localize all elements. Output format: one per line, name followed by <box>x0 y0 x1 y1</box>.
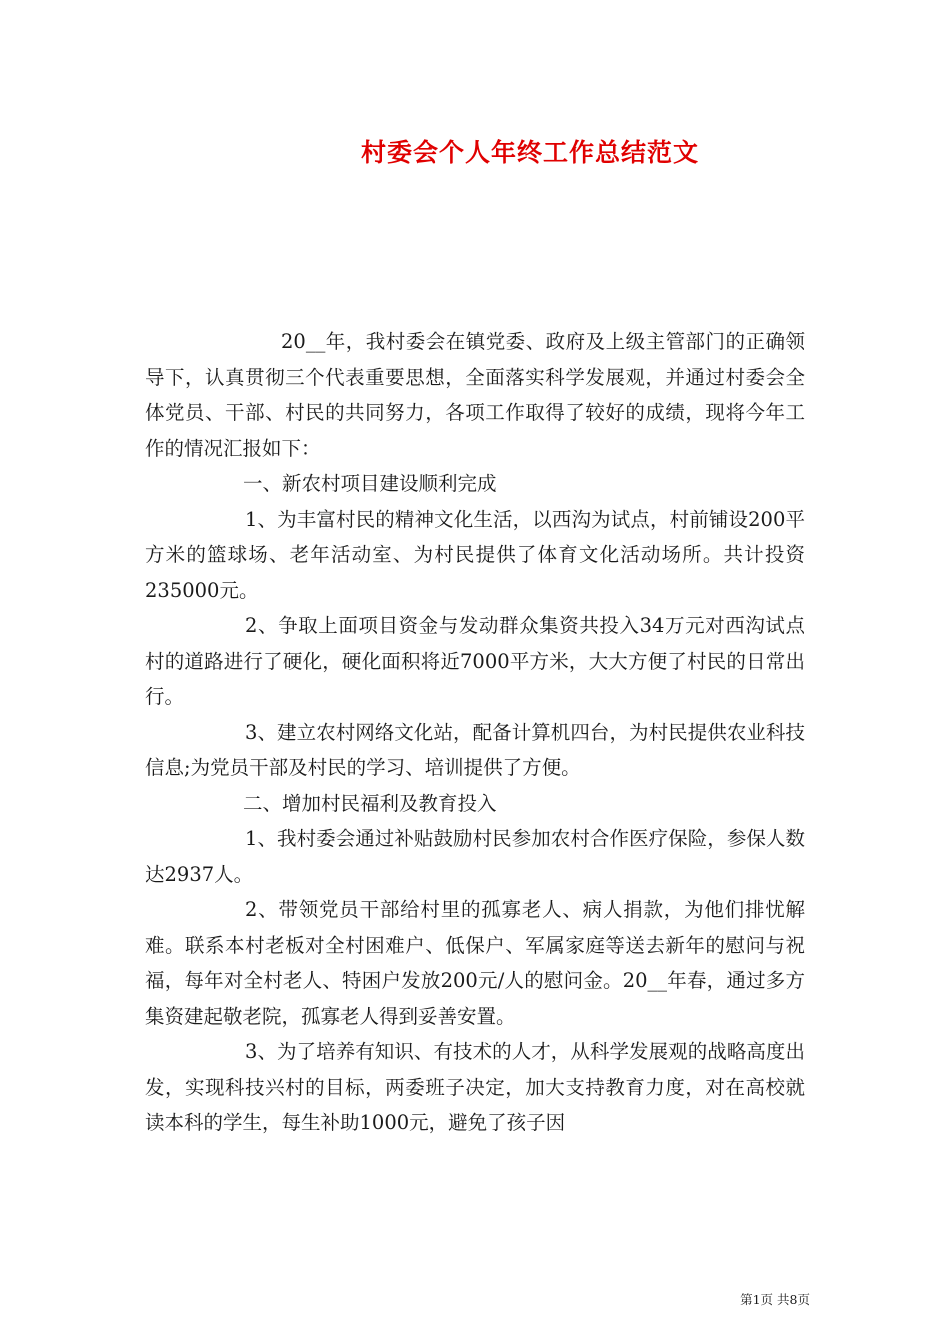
section-heading-2: 二、增加村民福利及教育投入 <box>243 791 497 815</box>
list-item: 2、带领党员干部给村里的孤寡老人、病人捐款，为他们排忧解难。联系本村老板对全村困难户、低保户、军属家庭等送去新年的慰问与祝福，每年对全村老人、特困户发放200元/人的慰问金。20__年春，通过多方集资建起敬老院，孤寡老人得到妥善安置。 <box>145 898 805 1028</box>
document-title: 村委会个人年终工作总结范文 <box>360 138 699 167</box>
section-heading-1: 一、新农村项目建设顺利完成 <box>243 472 497 495</box>
page-number-footer: 第1页 共8页 <box>740 1292 810 1307</box>
document-body <box>145 324 805 1141</box>
list-item: 2、争取上面项目资金与发动群众集资共投入34万元对西沟试点村的道路进行了硬化，硬化面积将近7000平方米，大大方便了村民的日常出行。 <box>145 614 805 708</box>
list-item: 1、我村委会通过补贴鼓励村民参加农村合作医疗保险，参保人数达2937人。 <box>145 827 805 886</box>
list-item: 3、建立农村网络文化站，配备计算机四台，为村民提供农业科技信息;为党员干部及村民的学习、培训提供了方便。 <box>145 720 805 779</box>
list-item: 1、为丰富村民的精神文化生活，以西沟为试点，村前铺设200平方米的篮球场、老年活动室、为村民提供了体育文化活动场所。共计投资235000元。 <box>145 507 805 602</box>
list-item: 3、为了培养有知识、有技术的人才，从科学发展观的战略高度出发，实现科技兴村的目标，两委班子决定，加大支持教育力度，对在高校就读本科的学生，每生补助1000元，避免了孩子因 <box>145 1040 805 1134</box>
intro-paragraph: 20__年，我村委会在镇党委、政府及上级主管部门的正确领导下，认真贯彻三个代表重要思想，全面落实科学发展观，并通过村委会全体党员、干部、村民的共同努力，各项工作取得了较好的成绩，现将今年工作的情况汇报如下： <box>145 330 805 460</box>
